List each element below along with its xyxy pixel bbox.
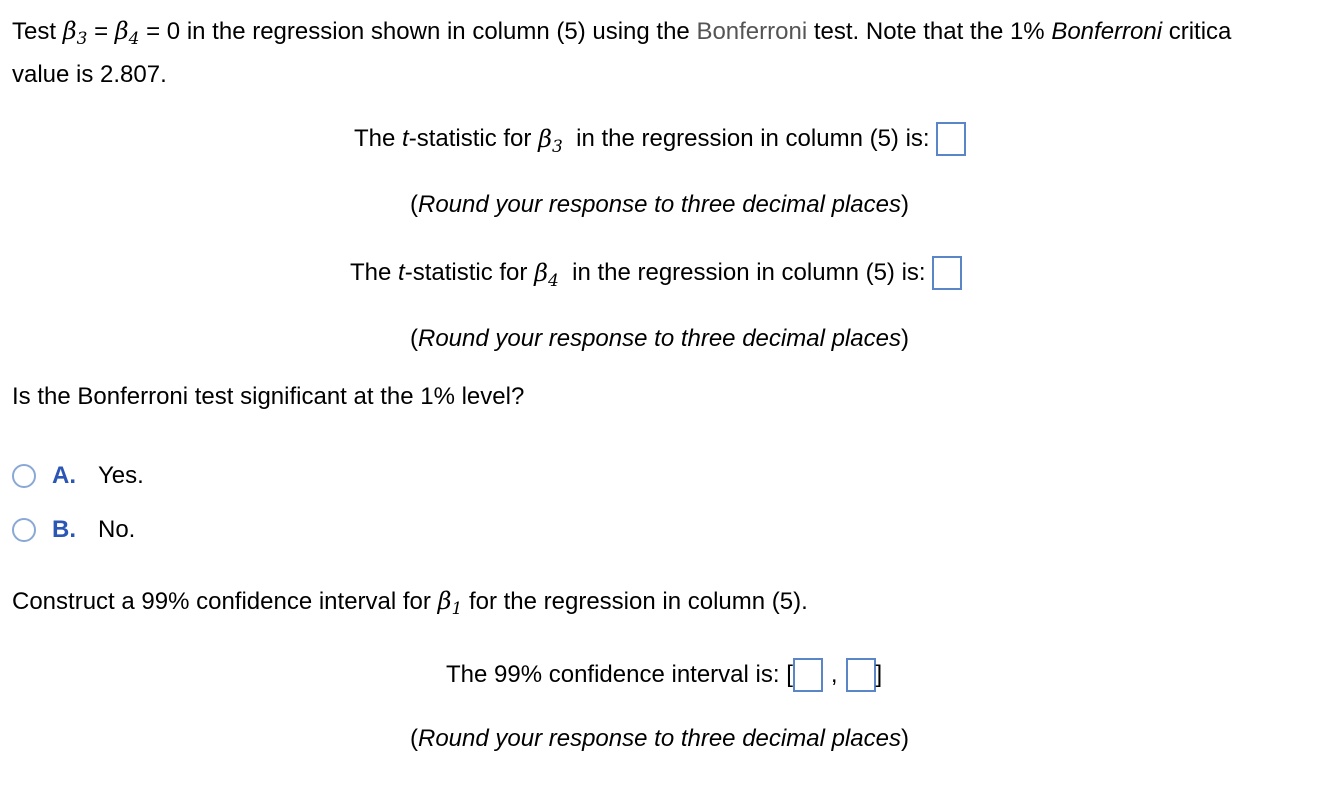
t-stat-beta4-row: The t -statistic for $\beta_4$ in the regression in column (5) is: <box>350 256 962 290</box>
bonferroni-link[interactable]: Bonferroni <box>696 18 808 45</box>
rounding-instruction: (Round your response to three decimal places) <box>410 725 909 752</box>
rounding-instruction: (Round your response to three decimal places) <box>410 325 909 352</box>
significance-question: Is the Bonferroni test significant at the 1% level? <box>12 383 525 410</box>
beta-symbol: $\beta_4$ <box>534 259 559 291</box>
t-stat-beta3-row: The t -statistic for $\beta_3$ in the regression in column (5) is: <box>354 122 966 156</box>
rounding-instruction: (Round your response to three decimal places) <box>410 191 909 218</box>
ci-row: The 99% confidence interval is: [ , ] <box>446 658 882 692</box>
ci-lower-input[interactable] <box>793 658 823 692</box>
beta-symbol: $\beta_3$ <box>538 125 563 157</box>
question-text: Test $\beta_3 = \beta_4 = 0$ in the regression shown in column (5) using the Bonferroni test. Note that the 1% Bonferroni critica <box>12 17 1232 49</box>
t-stat-beta3-input[interactable] <box>936 122 966 156</box>
question-text-line2: value is 2.807. <box>12 61 167 88</box>
beta-symbol: $\beta_3$ <box>62 17 88 49</box>
beta-symbol: $\beta_4$ <box>114 17 140 49</box>
radio-button[interactable] <box>12 518 36 542</box>
ci-question: Construct a 99% confidence interval for $\beta_1$ for the regression in column (5). <box>12 587 808 619</box>
option-a[interactable]: A. Yes. <box>12 461 144 491</box>
beta-symbol: $\beta_1$ <box>437 587 463 619</box>
ci-upper-input[interactable] <box>846 658 876 692</box>
radio-button[interactable] <box>12 464 36 488</box>
option-b[interactable]: B. No. <box>12 515 135 545</box>
t-stat-beta4-input[interactable] <box>932 256 962 290</box>
